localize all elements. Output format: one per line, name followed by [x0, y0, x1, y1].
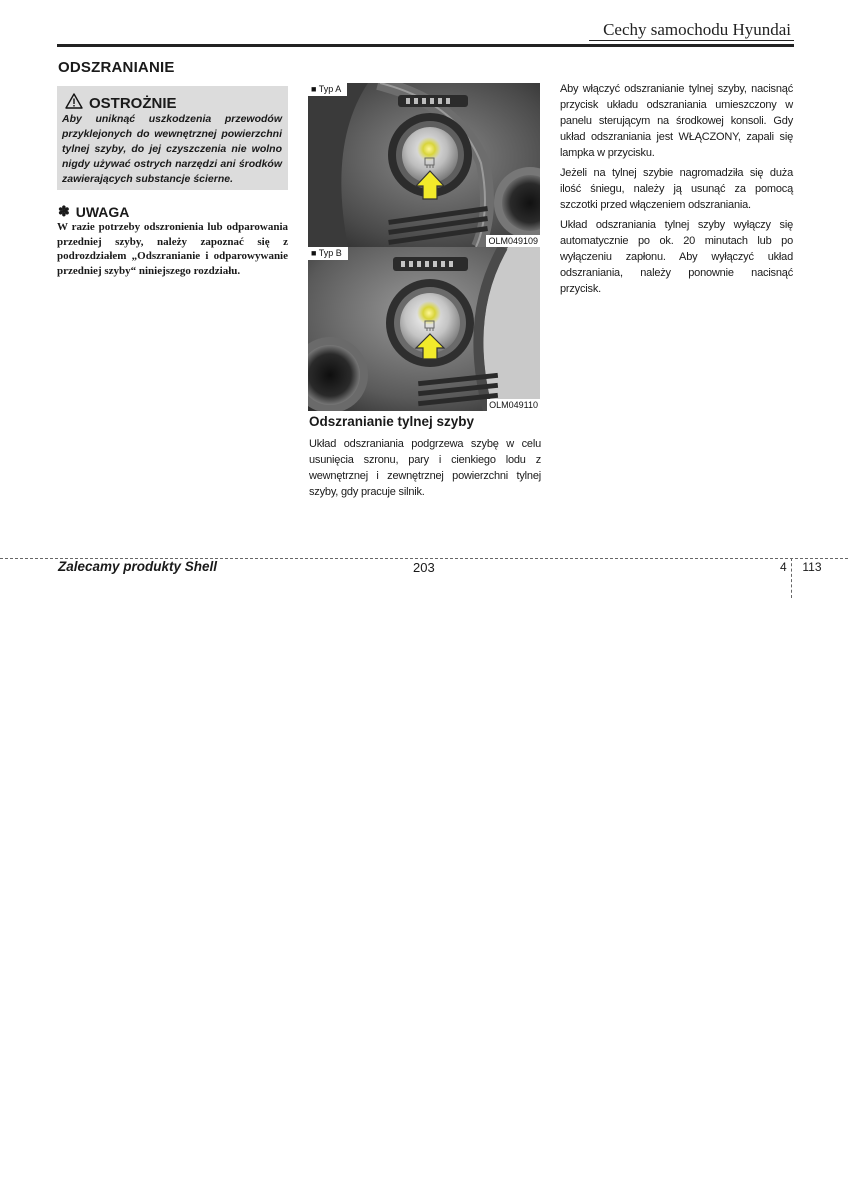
rear-defrost-title: Odszranianie tylnej szyby: [309, 414, 475, 429]
footer-left-text: Zalecamy produkty Shell: [58, 559, 218, 574]
rear-defrost-body: Układ odszraniania podgrzewa szybę w celu usunięcia szronu, pary i cienkiego lodu z wewnętrznej i zewnętrznej powierzchni tylnej szyby, gdy pracuje silnik.: [309, 438, 541, 498]
caution-header: [65, 93, 177, 114]
figure-b-code: OLM049110: [489, 400, 538, 410]
footer-page-number: 203: [413, 560, 435, 575]
note-title: UWAGA: [75, 203, 130, 220]
figure-type-a: [308, 83, 540, 247]
footer-chapter-page: [780, 560, 822, 574]
footer-section-page: 113: [802, 560, 822, 574]
right-paragraph-2: Jeżeli na tylnej szybie nagromadziła się duża ilość śniegu, należy ją usunąć za pomocą szczotki przed włączeniem odszraniania.: [560, 167, 793, 211]
note-header: [58, 203, 129, 220]
right-paragraph-3: Układ odszraniania tylnej szyby wyłączy się automatycznie po ok. 20 minutach lub po wyłączeniu zapłonu. Aby wyłączyć układ odszraniania, należy ponownie nacisnąć przycisk.: [560, 219, 793, 295]
figure-a-label: ■ Typ A: [308, 83, 347, 96]
console-illustration-a: [308, 83, 540, 247]
section-title: ODSZRANIANIE: [58, 59, 175, 76]
footer-chapter: 4: [780, 560, 787, 574]
note-body: W razie potrzeby odszronienia lub odparowania przedniej szyby, należy zapoznać się z podrozdziałem „Odszranianie i odparowywanie przedniej szyby“ niniejszego rozdziału.: [57, 221, 288, 277]
figure-a-code: OLM049109: [488, 236, 538, 246]
figure-type-b: [308, 247, 540, 411]
console-illustration-b: [308, 247, 540, 411]
caution-title: OSTROŻNIE: [89, 95, 177, 112]
header-rule: [57, 44, 794, 47]
right-column: [560, 81, 793, 301]
header-rule-thin: [589, 40, 794, 41]
note-symbol-icon: ✽: [58, 203, 70, 219]
warning-triangle-icon: [65, 93, 83, 114]
figure-b-label: ■ Typ B: [308, 247, 348, 260]
caution-body: Aby uniknąć uszkodzenia przewodów przyklejonych do wewnętrznej powierzchni tylnej szyby, do jej czyszczenia nie wolno nigdy używać ostrych narzędzi ani środków zawierających substancje ścierne.: [62, 113, 282, 185]
header-title: Cechy samochodu Hyundai: [603, 20, 791, 39]
right-paragraph-1: Aby włączyć odszranianie tylnej szyby, nacisnąć przycisk układu odszraniania umieszczony w panelu sterującym na środkowej konsoli. Gdy układ odszraniania jest WŁĄCZONY, zapali się lampka w przycisku.: [560, 83, 793, 159]
